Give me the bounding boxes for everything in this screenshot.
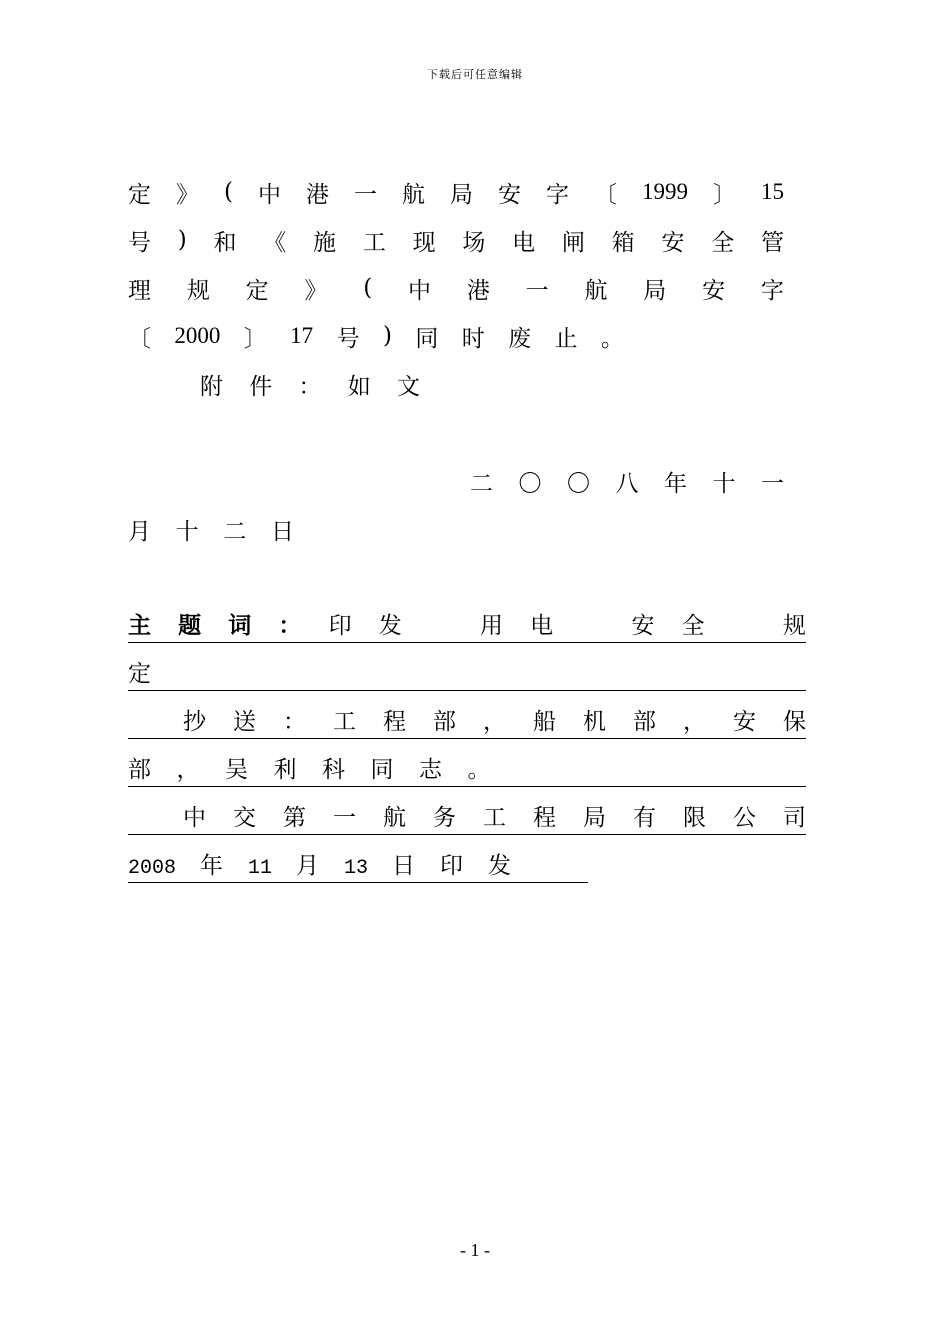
text-char: 一 <box>353 181 377 208</box>
text-char: 二 <box>470 470 493 497</box>
text-number: 17 <box>290 323 314 348</box>
text-char: 安 <box>733 709 756 735</box>
text-char: 中 <box>257 181 281 208</box>
text-char: 一 <box>333 805 356 831</box>
text-char: 场 <box>462 229 486 256</box>
text-char: 箱 <box>611 229 635 256</box>
text-char: 如 <box>347 373 371 400</box>
text-char: 一 <box>525 277 549 304</box>
issue-date-line <box>128 848 588 883</box>
text-char: 字 <box>760 277 784 304</box>
text-char: 《 <box>263 229 287 256</box>
text-char: 电 <box>530 613 554 639</box>
text-char: 时 <box>461 325 485 352</box>
text-char: 工 <box>333 709 356 735</box>
text-char: 日 <box>270 518 294 545</box>
text-char: 电 <box>512 229 536 256</box>
text-char: 送 <box>233 709 256 735</box>
text-char: 八 <box>615 470 639 497</box>
text-char: 安 <box>702 277 726 304</box>
text-number: 11 <box>248 857 273 880</box>
text-char: 同 <box>415 325 439 352</box>
text-char: 件 <box>249 373 273 400</box>
body-line-1 <box>128 177 784 207</box>
body-line-2 <box>128 225 784 255</box>
text-char: 安 <box>497 181 521 208</box>
text-char: 十 <box>712 470 736 497</box>
text-char: ， <box>483 709 506 735</box>
text-char: 同 <box>370 757 394 783</box>
text-char: 二 <box>223 518 247 545</box>
date-line-2 <box>128 514 294 544</box>
text-char: 〕 <box>243 325 267 352</box>
text-char: 用 <box>479 613 503 639</box>
subject-label-char: 词 <box>228 613 252 639</box>
text-char: 定 <box>245 277 269 304</box>
text-char: 航 <box>401 181 425 208</box>
text-char: ： <box>283 709 306 735</box>
text-char: 局 <box>583 805 606 831</box>
text-char: ( <box>363 275 373 301</box>
text-char: 发 <box>378 613 402 639</box>
text-char: 务 <box>433 805 456 831</box>
text-char: 印 <box>328 613 352 639</box>
issuer-line <box>128 800 806 835</box>
text-char: 志 <box>419 757 442 783</box>
text-char: ) <box>177 227 187 253</box>
text-number: 2008 <box>128 857 177 880</box>
text-char: ： <box>298 373 322 400</box>
text-char: ( <box>224 179 233 205</box>
text-char: 闸 <box>561 229 585 256</box>
text-char: 安 <box>661 229 685 256</box>
body-line-3 <box>128 273 784 303</box>
text-char: 科 <box>322 757 345 783</box>
text-char: 港 <box>466 277 490 304</box>
text-char: 定 <box>128 661 151 687</box>
text-number: 1999 <box>641 179 688 204</box>
text-char: 工 <box>483 805 506 831</box>
text-char: 第 <box>283 805 306 831</box>
text-char: 发 <box>488 853 511 879</box>
text-char: 月 <box>128 518 151 545</box>
text-char: ， <box>176 757 200 783</box>
text-char: 程 <box>383 709 406 735</box>
text-char: 保 <box>783 709 806 735</box>
text-char: 全 <box>681 613 705 639</box>
text-char: 交 <box>233 805 256 831</box>
text-char: 施 <box>313 229 337 256</box>
text-char: 程 <box>533 805 556 831</box>
text-char: 号 <box>128 229 151 256</box>
subject-label-char: 题 <box>178 613 202 639</box>
text-char: 中 <box>408 277 432 304</box>
text-char: 年 <box>664 470 687 497</box>
text-char: 印 <box>440 853 463 879</box>
text-char: 全 <box>711 229 735 256</box>
text-char: 部 <box>128 757 151 783</box>
text-char: 》 <box>304 277 328 304</box>
text-char: 规 <box>782 613 806 639</box>
text-char: 限 <box>683 805 706 831</box>
text-char: 局 <box>643 277 667 304</box>
text-char: 吴 <box>225 757 248 783</box>
text-char: 〔 <box>593 181 617 208</box>
text-char: 文 <box>397 373 420 400</box>
text-char: 一 <box>761 470 784 497</box>
text-char: 抄 <box>183 709 206 735</box>
cc-line-1 <box>128 704 806 739</box>
text-char: 十 <box>175 518 199 545</box>
page-number: - 1 - <box>460 1240 490 1260</box>
date-line-1 <box>470 466 784 496</box>
text-char: 安 <box>631 613 655 639</box>
text-char: 部 <box>633 709 656 735</box>
text-char: 。 <box>600 325 624 352</box>
text-char: 利 <box>273 757 297 783</box>
text-char: 部 <box>433 709 456 735</box>
text-char: ) <box>382 323 392 349</box>
body-line-4 <box>128 321 624 351</box>
text-char: 。 <box>467 757 491 783</box>
text-char: 日 <box>392 853 415 879</box>
page-header: 下载后可任意编辑 <box>427 68 523 81</box>
text-char: 定 <box>128 181 151 208</box>
text-char: 现 <box>412 229 436 256</box>
cc-line-2 <box>128 752 806 787</box>
text-char: 〔 <box>128 325 151 352</box>
text-char: 〇 <box>567 470 590 497</box>
text-char: 船 <box>533 709 556 735</box>
text-char: 〇 <box>518 470 542 497</box>
text-char: 号 <box>336 325 360 352</box>
text-char: 局 <box>449 181 473 208</box>
text-char: ， <box>683 709 706 735</box>
subject-line-1 <box>128 608 806 643</box>
text-char: 规 <box>186 277 210 304</box>
text-char: 管 <box>760 229 784 256</box>
text-char: 港 <box>305 181 329 208</box>
text-char: 理 <box>128 277 151 304</box>
text-number: 15 <box>760 179 784 204</box>
text-char: 机 <box>583 709 606 735</box>
text-char: 〕 <box>712 181 736 208</box>
text-number: 13 <box>344 857 369 880</box>
subject-label-char: ： <box>278 613 302 639</box>
text-char: 止 <box>554 325 578 352</box>
text-char: 字 <box>545 181 569 208</box>
text-char: 有 <box>633 805 656 831</box>
text-char: 和 <box>213 229 237 256</box>
text-char: 中 <box>183 805 206 831</box>
subject-line-2 <box>128 656 806 691</box>
text-char: 航 <box>383 805 406 831</box>
text-char: 附 <box>200 373 223 400</box>
text-char: 》 <box>176 181 199 208</box>
text-char: 年 <box>200 853 223 879</box>
text-number: 2000 <box>174 323 221 348</box>
text-char: 司 <box>783 805 806 831</box>
text-char: 月 <box>296 853 319 879</box>
subject-label-char: 主 <box>128 613 151 639</box>
text-char: 航 <box>584 277 608 304</box>
text-char: 废 <box>508 325 532 352</box>
text-char: 工 <box>362 229 386 256</box>
attachment-line <box>200 369 420 399</box>
text-char: 公 <box>733 805 756 831</box>
